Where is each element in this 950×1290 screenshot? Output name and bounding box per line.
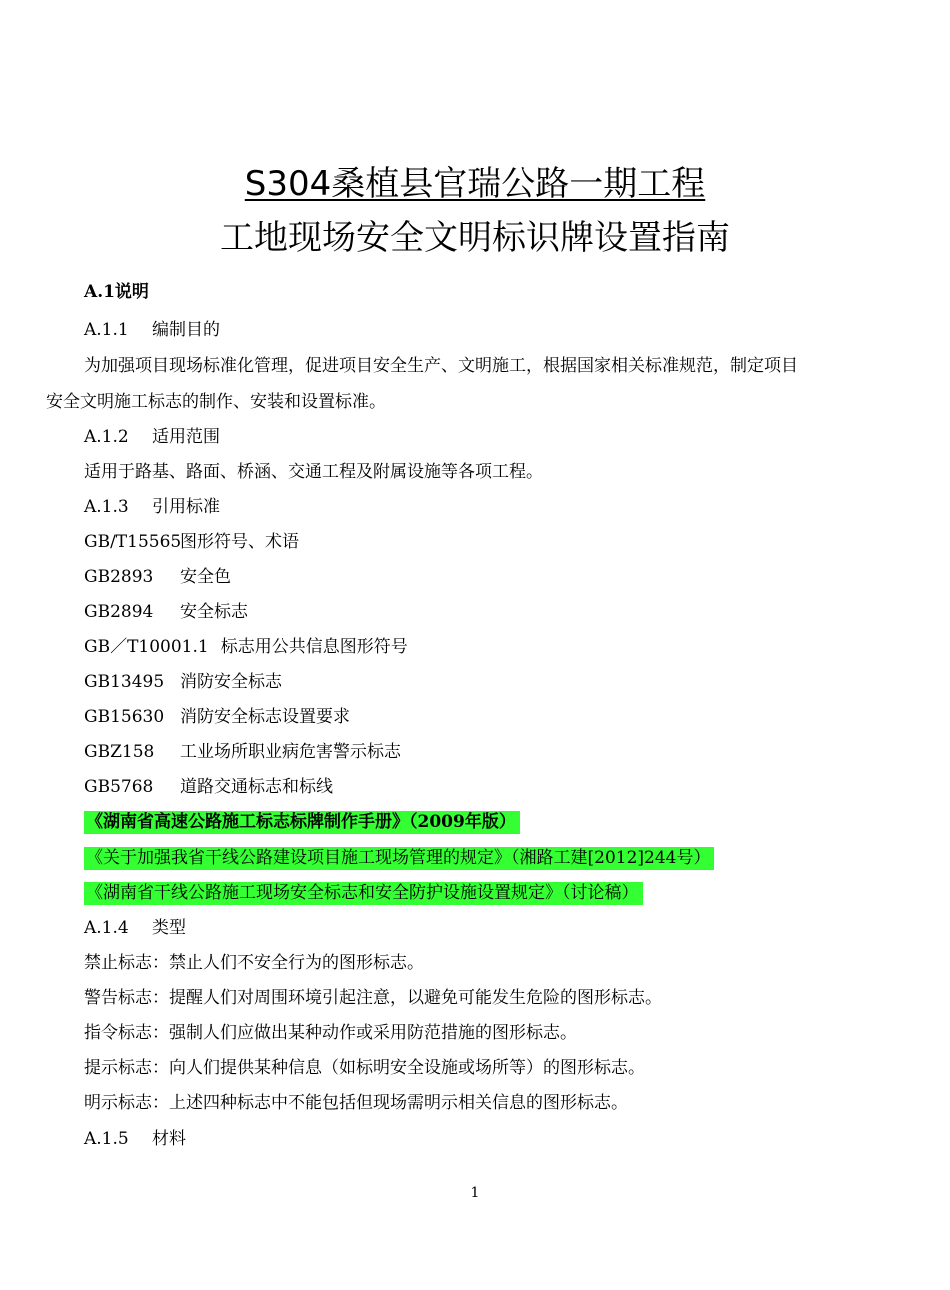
subsection-title: 引用标准 (152, 497, 220, 517)
subsection-number: A.1.1 (84, 320, 129, 340)
subsection-a114 (84, 916, 186, 940)
subsection-number: A.1.3 (84, 497, 129, 517)
standard-name: 图形符号、术语 (180, 532, 299, 552)
standard-item (84, 705, 350, 729)
standard-code: GB15630 (84, 707, 165, 727)
document-title-line1: S304桑植县官瑞公路一期工程 (244, 164, 706, 204)
standard-item (84, 600, 248, 624)
standard-name: 安全标志 (180, 602, 248, 622)
standard-item (84, 740, 401, 764)
standard-name: 工业场所职业病危害警示标志 (180, 742, 401, 762)
highlighted-reference (84, 881, 643, 905)
standard-name: 安全色 (180, 567, 231, 587)
sign-type-item: 禁止标志：禁止人们不安全行为的图形标志。 (84, 953, 424, 973)
subsection-a111 (84, 318, 220, 342)
standard-code: GB／T10001.1 (84, 637, 209, 657)
section-heading-a1: A.1说明 (84, 282, 149, 302)
sign-type-item: 警告标志：提醒人们对周围环境引起注意，以避免可能发生危险的图形标志。 (84, 988, 662, 1008)
standard-name: 消防安全标志 (180, 672, 282, 692)
standard-code: GB13495 (84, 672, 165, 692)
subsection-a115 (84, 1127, 186, 1151)
subsection-title: 编制目的 (152, 320, 220, 340)
highlight-mark: 《湖南省干线公路施工现场安全标志和安全防护设施设置规定》（讨论稿） (84, 882, 643, 905)
purpose-paragraph-line2: 安全文明施工标志的制作、安装和设置标准。 (46, 392, 386, 412)
standard-code: GB/T15565 (84, 532, 182, 552)
sign-type-item: 明示标志：上述四种标志中不能包括但现场需明示相关信息的图形标志。 (84, 1093, 628, 1113)
scope-paragraph: 适用于路基、路面、桥涵、交通工程及附属设施等各项工程。 (84, 462, 543, 482)
standard-name: 消防安全标志设置要求 (180, 707, 350, 727)
subsection-number: A.1.2 (84, 427, 129, 447)
highlighted-reference (84, 846, 714, 870)
subsection-number: A.1.4 (84, 918, 129, 938)
page-number: 1 (470, 1185, 480, 1201)
standard-name: 道路交通标志和标线 (180, 777, 333, 797)
purpose-paragraph-line1: 为加强项目现场标准化管理，促进项目安全生产、文明施工，根据国家相关标准规范，制定项目 (84, 356, 798, 376)
standard-item (84, 670, 282, 694)
highlighted-reference (84, 810, 520, 834)
subsection-title: 适用范围 (152, 427, 220, 447)
standard-item (84, 775, 333, 799)
highlight-mark: 《关于加强我省干线公路建设项目施工现场管理的规定》（湘路工建[2012]244号） (84, 847, 714, 870)
subsection-title: 材料 (152, 1129, 186, 1149)
standard-item (84, 530, 299, 554)
subsection-a113 (84, 495, 220, 519)
sign-type-item: 指令标志：强制人们应做出某种动作或采用防范措施的图形标志。 (84, 1023, 577, 1043)
standard-code: GB5768 (84, 777, 154, 797)
standard-code: GB2893 (84, 567, 154, 587)
subsection-title: 类型 (152, 918, 186, 938)
standard-item (84, 565, 231, 589)
standard-item (84, 635, 408, 659)
standard-code: GBZ158 (84, 742, 155, 762)
highlight-mark: 《湖南省高速公路施工标志标牌制作手册》（2009年版） (84, 811, 520, 834)
subsection-a112 (84, 425, 220, 449)
subsection-number: A.1.5 (84, 1129, 129, 1149)
standard-name: 标志用公共信息图形符号 (220, 637, 408, 657)
sign-type-item: 提示标志：向人们提供某种信息（如标明安全设施或场所等）的图形标志。 (84, 1058, 645, 1078)
document-title-line2: 工地现场安全文明标识牌设置指南 (220, 218, 730, 258)
standard-code: GB2894 (84, 602, 154, 622)
